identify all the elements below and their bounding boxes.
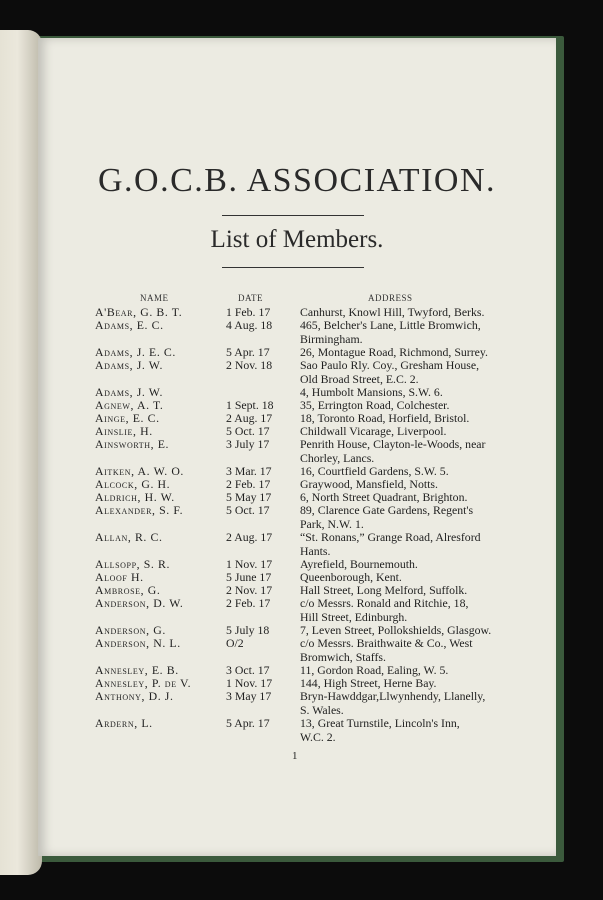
- member-address: c/o Messrs. Ronald and Ritchie, 18, Hill Street, Edinburgh.: [300, 596, 469, 624]
- member-address: Bryn-Hawddgar,Llwynhendy, Llanelly, S. Wales.: [300, 689, 486, 717]
- column-header-date: DATE: [238, 293, 263, 303]
- member-address: 465, Belcher's Lane, Little Bromwich, Birmingham.: [300, 318, 481, 346]
- member-date: 3 July 17: [226, 437, 270, 451]
- member-address: Hall Street, Long Melford, Suffolk.: [300, 583, 468, 597]
- member-date: 1 Feb. 17: [226, 305, 271, 319]
- member-name: Adams, J. W.: [95, 385, 164, 399]
- member-date: 1 Nov. 17: [226, 676, 273, 690]
- member-date: 2 Aug. 17: [226, 411, 273, 425]
- column-header-name: NAME: [140, 293, 169, 303]
- member-name: Agnew, A. T.: [95, 398, 164, 412]
- member-name: Anthony, D. J.: [95, 689, 174, 703]
- member-name: Aitken, A. W. O.: [95, 464, 184, 478]
- member-name: Ainge, E. C.: [95, 411, 160, 425]
- member-date: 2 Aug. 17: [226, 530, 273, 544]
- member-address: 144, High Street, Herne Bay.: [300, 676, 437, 690]
- facing-page: [0, 30, 42, 875]
- member-date: 2 Nov. 18: [226, 358, 273, 372]
- member-address: “St. Ronans,” Grange Road, Alresford Hants.: [300, 530, 481, 558]
- member-name: Annesley, P. de V.: [95, 676, 192, 690]
- member-date: 5 May 17: [226, 490, 272, 504]
- member-name: Adams, J. W.: [95, 358, 164, 372]
- member-date: 3 May 17: [226, 689, 272, 703]
- member-address: Graywood, Mansfield, Notts.: [300, 477, 438, 491]
- subtitle-rule: [222, 267, 364, 268]
- member-address: 26, Montague Road, Richmond, Surrey.: [300, 345, 488, 359]
- member-date: 3 Oct. 17: [226, 663, 270, 677]
- member-name: Anderson, D. W.: [95, 596, 184, 610]
- member-date: 2 Feb. 17: [226, 596, 271, 610]
- member-address: 13, Great Turnstile, Lincoln's Inn, W.C. 2.: [300, 716, 460, 744]
- member-name: Ainsworth, E.: [95, 437, 170, 451]
- member-date: 1 Nov. 17: [226, 557, 273, 571]
- document-subtitle: List of Members.: [210, 226, 384, 253]
- member-address: Childwall Vicarage, Liverpool.: [300, 424, 447, 438]
- member-name: Adams, J. E. C.: [95, 345, 176, 359]
- member-address: Queenborough, Kent.: [300, 570, 402, 584]
- member-name: A'Bear, G. B. T.: [95, 305, 183, 319]
- member-date: 2 Nov. 17: [226, 583, 273, 597]
- document-title: G.O.C.B. ASSOCIATION.: [98, 162, 496, 199]
- member-date: 5 July 18: [226, 623, 270, 637]
- member-name: Allan, R. C.: [95, 530, 163, 544]
- member-date: 3 Mar. 17: [226, 464, 272, 478]
- member-address: 6, North Street Quadrant, Brighton.: [300, 490, 468, 504]
- member-date: O/2: [226, 636, 244, 650]
- member-address: Sao Paulo Rly. Coy., Gresham House, Old Broad Street, E.C. 2.: [300, 358, 480, 386]
- title-rule: [222, 215, 364, 216]
- member-address: 7, Leven Street, Pollokshields, Glasgow.: [300, 623, 492, 637]
- member-address: 4, Humbolt Mansions, S.W. 6.: [300, 385, 443, 399]
- member-address: Ayrefield, Bournemouth.: [300, 557, 418, 571]
- member-name: Ambrose, G.: [95, 583, 161, 597]
- member-name: Allsopp, S. R.: [95, 557, 170, 571]
- member-name: Aloof H.: [95, 570, 144, 584]
- member-name: Ardern, L.: [95, 716, 153, 730]
- member-address: 18, Toronto Road, Horfield, Bristol.: [300, 411, 470, 425]
- member-name: Annesley, E. B.: [95, 663, 179, 677]
- member-name: Adams, E. C.: [95, 318, 164, 332]
- column-header-address: ADDRESS: [368, 293, 413, 303]
- member-name: Anderson, G.: [95, 623, 166, 637]
- member-address: 35, Errington Road, Colchester.: [300, 398, 450, 412]
- member-address: c/o Messrs. Braithwaite & Co., West Bromwich, Staffs.: [300, 636, 473, 664]
- member-address: Penrith House, Clayton-le-Woods, near Chorley, Lancs.: [300, 437, 486, 465]
- document-page: [38, 38, 556, 856]
- member-date: 5 Apr. 17: [226, 716, 270, 730]
- member-address: Canhurst, Knowl Hill, Twyford, Berks.: [300, 305, 485, 319]
- member-date: 5 Oct. 17: [226, 424, 270, 438]
- member-address: 89, Clarence Gate Gardens, Regent's Park, N.W. 1.: [300, 503, 474, 531]
- member-address: 16, Courtfield Gardens, S.W. 5.: [300, 464, 449, 478]
- member-name: Alexander, S. F.: [95, 503, 184, 517]
- member-date: 5 June 17: [226, 570, 272, 584]
- member-name: Alcock, G. H.: [95, 477, 171, 491]
- member-date: 2 Feb. 17: [226, 477, 271, 491]
- member-name: Anderson, N. L.: [95, 636, 181, 650]
- page-number: 1: [292, 750, 298, 762]
- member-address: 11, Gordon Road, Ealing, W. 5.: [300, 663, 449, 677]
- member-date: 5 Apr. 17: [226, 345, 270, 359]
- member-date: 1 Sept. 18: [226, 398, 274, 412]
- member-name: Ainslie, H.: [95, 424, 153, 438]
- member-date: 4 Aug. 18: [226, 318, 273, 332]
- member-date: 5 Oct. 17: [226, 503, 270, 517]
- member-name: Aldrich, H. W.: [95, 490, 175, 504]
